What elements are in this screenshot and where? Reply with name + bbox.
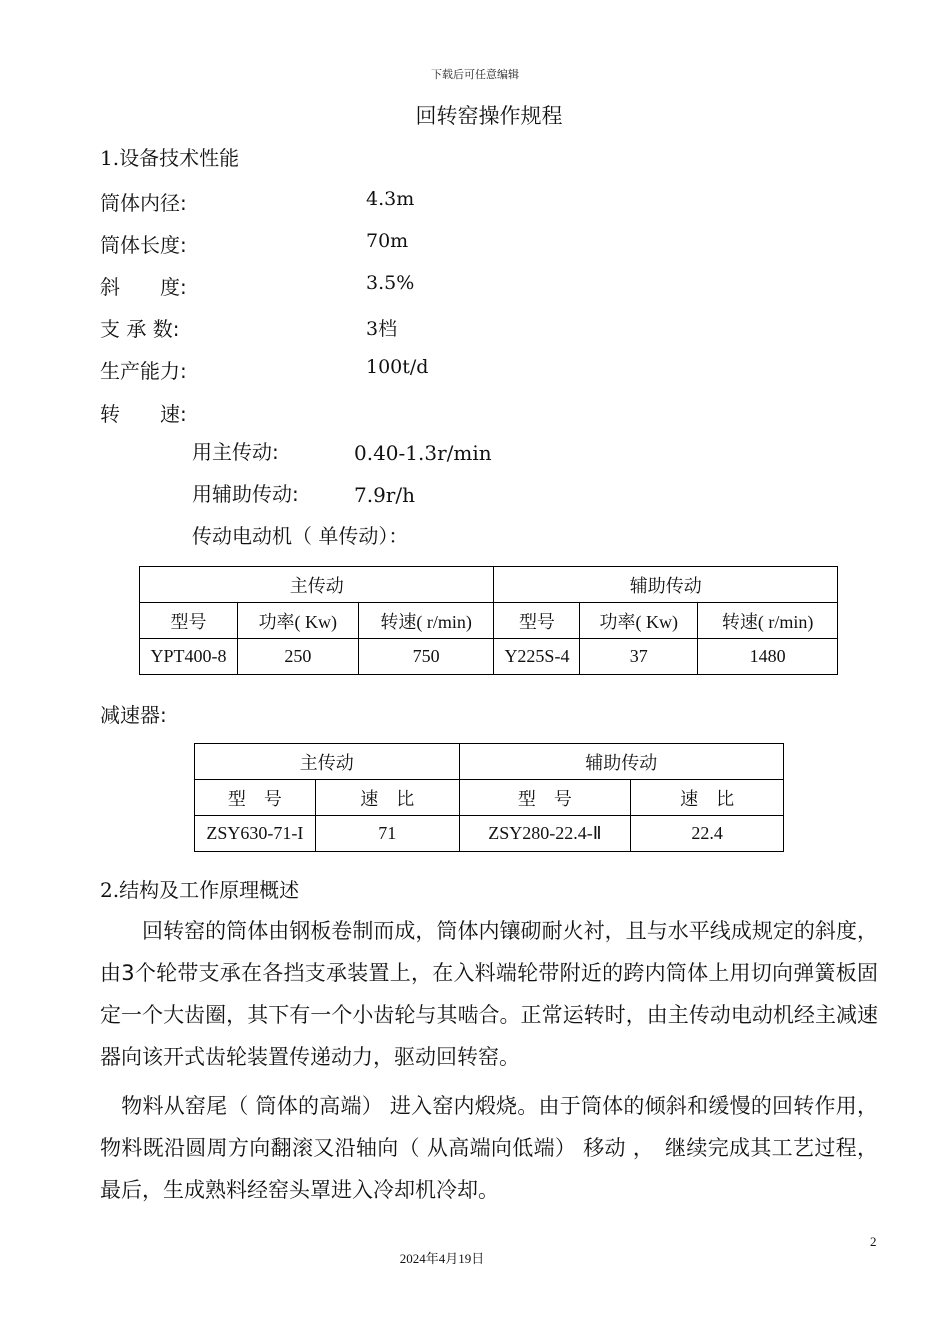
column-header: 速 比 (315, 780, 459, 816)
table-cell: 22.4 (631, 816, 784, 852)
table-group-header: 主传动 (195, 744, 460, 780)
column-header: 转速( r/min) (698, 603, 838, 639)
document-title: 回转窑操作规程 (415, 104, 563, 128)
spec-label: 筒体内径: (100, 191, 187, 215)
spec-label: 斜 度: (100, 275, 187, 299)
column-header: 转速( r/min) (358, 603, 494, 639)
table-row (195, 816, 784, 852)
table-cell: 250 (237, 639, 358, 675)
spec-label: 支 承 数: (100, 317, 180, 341)
section-heading-1: 1.设备技术性能 (100, 146, 240, 170)
reducer-table (194, 743, 784, 852)
table-group-row (140, 567, 838, 603)
table-group-header: 主传动 (140, 567, 494, 603)
spec-value: 100t/d (366, 356, 429, 378)
column-header: 速 比 (631, 780, 784, 816)
table-header-row (195, 780, 784, 816)
spec-value: 3.5% (366, 272, 415, 294)
spec-value: 3档 (366, 318, 398, 340)
speed-main-label: 用主传动: (192, 440, 279, 464)
speed-aux-value: 7.9r/h (354, 483, 415, 507)
column-header: 型号 (140, 603, 238, 639)
table-cell: 71 (315, 816, 459, 852)
table-cell: 1480 (698, 639, 838, 675)
spec-label: 生产能力: (100, 359, 187, 383)
table-group-row (195, 744, 784, 780)
section-heading-2: 2.结构及工作原理概述 (100, 878, 300, 902)
spec-value: 70m (366, 230, 409, 252)
page-footer-date: 2024年4月19日 (399, 1251, 485, 1266)
table-cell: 750 (358, 639, 494, 675)
table-header-row (140, 603, 838, 639)
table-group-header: 辅助传动 (494, 567, 838, 603)
speed-main-value: 0.40-1.3r/min (354, 441, 492, 465)
table-cell: Y225S-4 (494, 639, 580, 675)
paragraph: 回转窑的筒体由钢板卷制而成，筒体内镶砌耐火衬，且与水平线成规定的斜度，由3个轮带支承在各挡支承装置上，在入料端轮带附近的跨内筒体上用切向弹簧板固定一个大齿圈，其下有一个小齿轮与其啮合。正常运转时，由主传动电动机经主减速器向该开式齿轮装置传递动力，驱动回转窑。 (100, 919, 878, 1069)
column-header: 型 号 (459, 780, 631, 816)
spec-value: 4.3m (366, 188, 415, 210)
column-header: 功率( Kw) (580, 603, 698, 639)
column-header: 型 号 (195, 780, 316, 816)
column-header: 功率( Kw) (237, 603, 358, 639)
paragraph: 物料从窑尾（ 筒体的高端） 进入窑内煅烧。由于筒体的倾斜和缓慢的回转作用，物料既沿圆周方向翻滚又沿轴向（ 从高端向低端） 移动 ， 继续完成其工艺过程，最后，生成熟料经窑头罩进入冷却机冷却。 (100, 1094, 878, 1202)
page-header: 下载后可任意编辑 (431, 68, 519, 81)
table-cell: 37 (580, 639, 698, 675)
column-header: 型号 (494, 603, 580, 639)
reducer-label: 减速器: (100, 703, 167, 727)
table-row (140, 639, 838, 675)
motor-table (139, 566, 838, 675)
speed-aux-label: 用辅助传动: (192, 482, 299, 506)
spec-label: 筒体长度: (100, 233, 187, 257)
page-number: 2 (870, 1234, 877, 1249)
table-cell: YPT400-8 (140, 639, 238, 675)
speed-label: 转 速: (100, 402, 187, 426)
table-cell: ZSY280-22.4-Ⅱ (459, 816, 631, 852)
table-group-header: 辅助传动 (459, 744, 783, 780)
table-cell: ZSY630-71-I (195, 816, 316, 852)
motor-label: 传动电动机（ 单传动）： (192, 524, 409, 548)
